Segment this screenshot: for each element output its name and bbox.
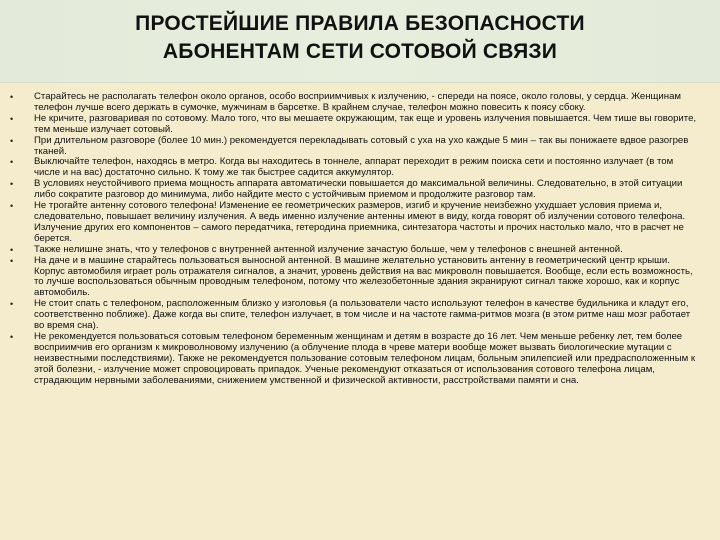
title-line-2: АБОНЕНТАМ СЕТИ СОТОВОЙ СВЯЗИ (162, 40, 558, 63)
rule-text: В условиях неустойчивого приема мощность аппарата автоматически повышается до максимальной величины. Следовательно, в этой ситуации либо сократите разговор до минимума, либо найдите место с устойчивым приемом и продолжите разговор там. (34, 178, 683, 201)
rule-item-6 (0, 201, 720, 245)
bullet-icon: • (10, 244, 14, 255)
title-line-1: ПРОСТЕЙШИЕ ПРАВИЛА БЕЗОПАСНОСТИ (135, 12, 585, 35)
rule-item-10 (0, 332, 720, 387)
rules-list (0, 92, 720, 386)
rule-text: Не рекомендуется пользоваться сотовым телефоном беременным женщинам и детям в возрасте до 16 лет. Чем меньше ребенку лет, тем более восприимчив его организм к микроволновому излучению (а облучение плода в чреве матери вообще может вызвать биологические мутации с неизвестными последствиями). Также не рекомендуется пользование сотовым телефоном лицам, больным эпилепсией или предрасположенным к этой болезни, - излучение может спровоцировать припадок. Ученые рекомендуют отказаться от использования сотового телефона лицам, страдающим нервными заболеваниями, снижением умственной и физической активности, расстройствами памяти и сна. (34, 330, 696, 386)
rule-text: На даче и в машине старайтесь пользоваться выносной антенной. В машине желательно установить антенну в геометрический центр крыши. Корпус автомобиля играет роль отражателя сигналов, а значит, уровень действия на вас микроволн повышается. Вообще, если есть возможность, то лучше воспользоваться обычным проводным телефоном, потому что железобетонные здания экранируют сигнал также хорошо, как и корпус автомобиль. (34, 254, 693, 299)
rule-item-3 (0, 136, 720, 158)
rule-text: Не кричите, разговаривая по сотовому. Мало того, что вы мешаете окружающим, так еще и уровень излучения повышается. Чем тише вы говорите, тем меньше излучает сотовый. (34, 112, 697, 135)
bullet-icon: • (10, 113, 14, 124)
rule-text: Выключайте телефон, находясь в метро. Когда вы находитесь в тоннеле, аппарат переходит в режим поиска сети и постоянно излучает (в том числе и на вас) достаточно сильно. К тому же так быстрее садится аккумулятор. (34, 156, 674, 179)
slide-title (0, 10, 720, 66)
bullet-icon: • (10, 157, 14, 168)
rule-item-4 (0, 157, 720, 179)
rule-text: При длительном разговоре (более 10 мин.) рекомендуется перекладывать сотовый с уха на ухо каждые 5 мин – так вы понижаете вдвое разогрев тканей. (34, 134, 689, 157)
rule-item-8 (0, 256, 720, 300)
rule-item-2 (0, 114, 720, 136)
rule-item-1 (0, 92, 720, 114)
bullet-icon: • (10, 135, 14, 146)
rule-item-5 (0, 179, 720, 201)
title-band (0, 0, 720, 83)
slide-body (0, 92, 720, 386)
bullet-icon: • (10, 255, 14, 266)
bullet-icon: • (10, 179, 14, 190)
bullet-icon: • (10, 201, 14, 212)
rule-text: Старайтесь не располагать телефон около органов, особо восприимчивых к излучению, - спереди на поясе, около головы, у сердца. Женщинам телефон лучше всего держать в сумочке, мужчинам в барсетке. В крайнем случае, телефон можно повесить к поясу сбоку. (34, 91, 682, 113)
rule-text: Не трогайте антенну сотового телефона! Изменение ее геометрических размеров, изгиб и кручение неизбежно ухудшает условия приема и, следовательно, повышает величину излучения. А ведь именно излучение антенны имеют в виду, когда говорят об излучении сотового телефона. Излучение других его компонентов – самого передатчика, гетеродина приемника, синтезатора частоты и прочих настолько мало, что в расчет не берется. (34, 200, 686, 244)
rule-text: Не стоит спать с телефоном, расположенным близко у изголовья (а пользователи часто используют телефон в качестве будильника и кладут его, соответственно поближе). Даже когда вы спите, телефон излучает, в том числе и на частоте гамма-ритмов мозга (в этом ритме наш мозг работает во время сна). (34, 298, 691, 332)
rule-text: Также нелишне знать, что у телефонов с внутренней антенной излучение зачастую больше, чем у телефонов с внешней антенной. (34, 243, 623, 255)
rule-item-9 (0, 299, 720, 332)
bullet-icon: • (10, 92, 14, 102)
bullet-icon: • (10, 299, 14, 310)
rule-item-7 (0, 245, 720, 256)
bullet-icon: • (10, 331, 14, 342)
